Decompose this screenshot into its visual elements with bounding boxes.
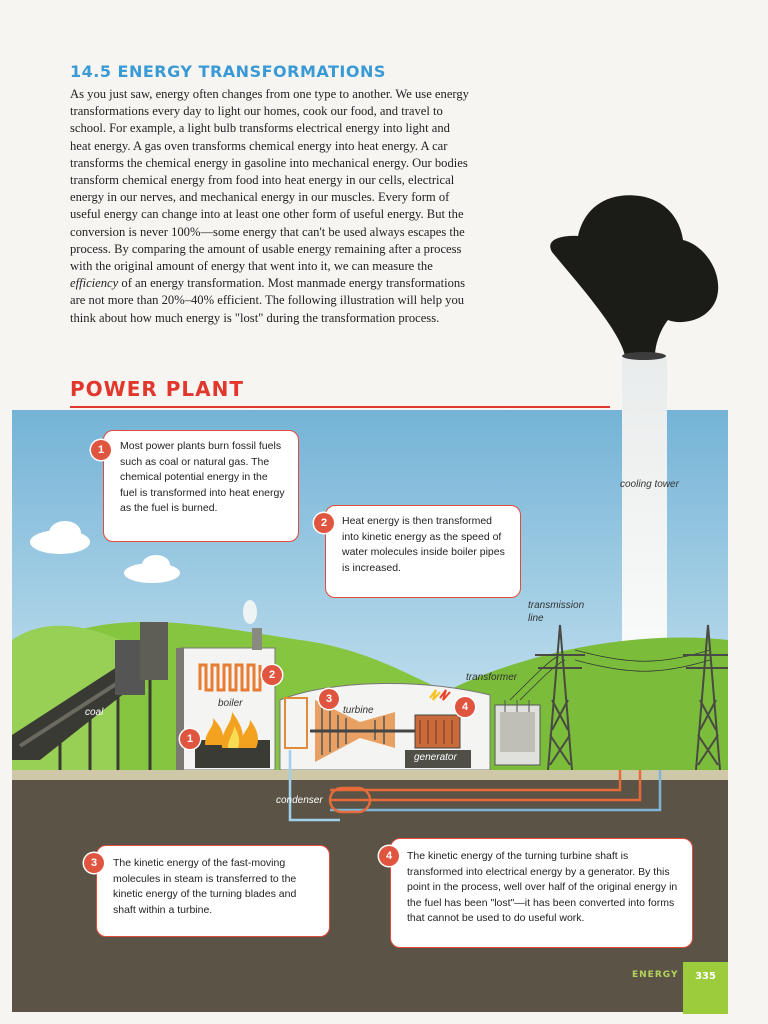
label-cooling-tower: cooling tower — [620, 479, 679, 490]
footer-page-tab — [683, 962, 728, 1014]
marker-1: 1 — [180, 729, 200, 749]
callout-3-text: The kinetic energy of the fast-moving molecules in steam is transferred to the kinetic energy of the turning blades and shaft within a turbine. — [113, 857, 297, 916]
callout-1-badge: 1 — [91, 440, 111, 460]
small-chimney — [252, 628, 262, 650]
callout-3 — [96, 845, 330, 937]
callout-3-badge: 3 — [84, 853, 104, 873]
label-generator: generator — [414, 752, 457, 763]
label-boiler: boiler — [218, 698, 243, 709]
callout-2-badge: 2 — [314, 513, 334, 533]
marker-3: 3 — [319, 689, 339, 709]
body-text-part1: As you just saw, energy often changes from one type to another. We use energy transformations every day to light our homes, cook our food, and travel to school. For example, a light bulb transforms electrical energy into light and heat energy. A gas oven transforms chemical energy into heat energy. A car transforms the chemical energy in gasoline into mechanical energy. Our bodies transform chemical energy from food into heat energy in our cells, electrical energy in our nerves, and mechanical energy in our muscles. Every form of useful energy can change into at least one other form of useful energy. But the conversion is never 100%—some energy that can't be used always escapes the process. By comparing the amount of usable energy remaining after a process with the original amount of energy that went into it, we can measure the — [70, 87, 469, 274]
label-turbine: turbine — [343, 705, 374, 716]
callout-1-text: Most power plants burn fossil fuels such as coal or natural gas. The chemical potential energy in the fuel is transformed into heat energy as the fuel is burned. — [120, 440, 285, 514]
label-transmission-line: transmission line — [528, 600, 585, 624]
body-text-emphasis: efficiency — [70, 276, 119, 291]
callout-2-text: Heat energy is then transformed into kinetic energy as the speed of water molecules inside boiler pipes is increased. — [342, 515, 505, 574]
label-transformer: transformer — [466, 672, 518, 683]
callout-2 — [325, 505, 521, 598]
page-number: 335 — [695, 971, 716, 982]
smoke-cloud — [550, 195, 718, 356]
callout-4 — [390, 838, 693, 948]
label-condenser: condenser — [276, 795, 323, 806]
callout-1 — [103, 430, 299, 542]
power-plant-heading: POWER PLANT — [70, 377, 245, 401]
label-coal: coal — [85, 707, 104, 718]
transformer-unit — [495, 700, 540, 765]
callout-4-badge: 4 — [379, 846, 399, 866]
body-text-part2: of an energy transformation. Most manmade energy transformations are not more than 20%–40% efficient. The following illustration will help you think about how much energy is "lost" during the transformation process. — [70, 276, 466, 325]
footer-chapter-label: ENERGY — [632, 970, 679, 980]
marker-4: 4 — [455, 697, 475, 717]
section-title: 14.5 ENERGY TRANSFORMATIONS — [70, 62, 386, 81]
callout-4-text: The kinetic energy of the turning turbine shaft is transformed into electrical energy by a generator. By this point in the process, well over half of the original energy in the fuel has been "lost"—it has been converted into forms that cannot be used to do useful work. — [407, 850, 678, 924]
marker-2: 2 — [262, 665, 282, 685]
